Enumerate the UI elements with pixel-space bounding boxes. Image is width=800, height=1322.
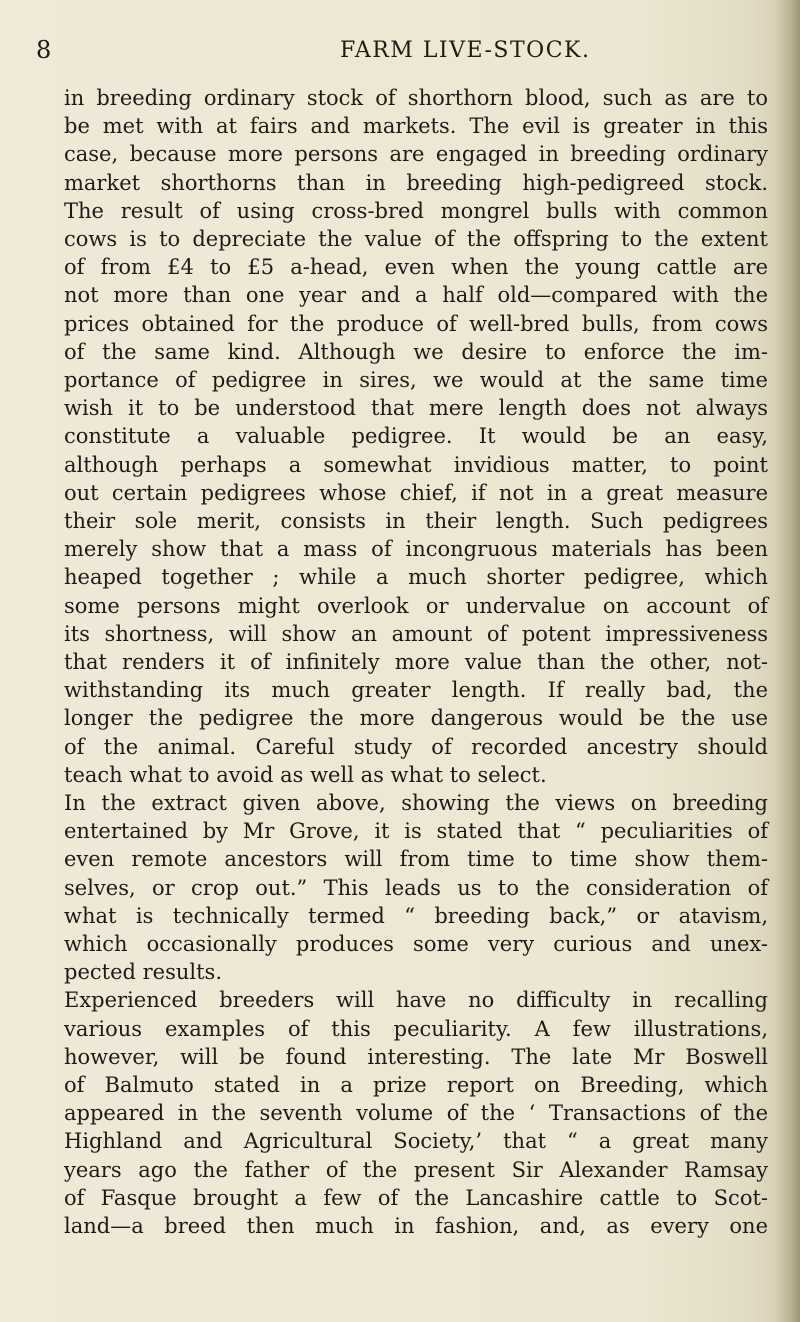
text-line: of Fasque brought a few of the Lancashire cattle to Scot- bbox=[64, 1185, 768, 1210]
text-line: entertained by Mr Grove, it is stated that “ peculiarities of bbox=[64, 819, 768, 844]
text-line: of the animal. Careful study of recorded ancestry should bbox=[64, 734, 768, 759]
text-line: of the same kind. Although we desire to enforce the im- bbox=[64, 339, 768, 364]
text-line: Experienced breeders will have no difficulty in recalling bbox=[64, 988, 768, 1013]
text-line: be met with at fairs and markets. The evil is greater in this bbox=[64, 114, 768, 139]
text-line: heaped together ; while a much shorter pedigree, which bbox=[64, 565, 768, 590]
text-line: years ago the father of the present Sir Alexander Ramsay bbox=[64, 1157, 768, 1182]
page-header bbox=[0, 30, 800, 70]
text-line: their sole merit, consists in their length. Such pedigrees bbox=[64, 509, 768, 533]
running-title: FARM LIVE-STOCK. bbox=[340, 38, 591, 63]
text-line: that renders it of infinitely more value than the other, not- bbox=[64, 650, 768, 674]
text-line: of Balmuto stated in a prize report on Breeding, which bbox=[64, 1073, 768, 1097]
text-line: however, will be found interesting. The late Mr Boswell bbox=[64, 1044, 768, 1069]
text-line: case, because more persons are engaged in breeding ordinary bbox=[64, 142, 768, 167]
text-line: of from £4 to £5 a-head, even when the young cattle are bbox=[64, 255, 768, 280]
text-line: Highland and Agricultural Society,’ that “ a great many bbox=[64, 1129, 768, 1154]
text-line: its shortness, will show an amount of potent impressiveness bbox=[64, 621, 768, 646]
page-edge-shadow bbox=[774, 0, 800, 1322]
text-line: cows is to depreciate the value of the offspring to the extent bbox=[64, 227, 768, 251]
text-line: which occasionally produces some very curious and unex- bbox=[64, 932, 768, 956]
text-line: portance of pedigree in sires, we would at the same time bbox=[64, 368, 768, 392]
text-line: The result of using cross-bred mongrel bulls with common bbox=[64, 198, 768, 223]
text-line: withstanding its much greater length. If really bad, the bbox=[64, 678, 768, 703]
text-line: constitute a valuable pedigree. It would be an easy, bbox=[64, 424, 768, 449]
text-line: various examples of this peculiarity. A few illustrations, bbox=[64, 1016, 768, 1041]
text-line: merely show that a mass of incongruous materials has been bbox=[64, 537, 768, 562]
text-line: In the extract given above, showing the views on breeding bbox=[64, 791, 768, 815]
page-number: 8 bbox=[36, 36, 52, 64]
text-line: land—a breed then much in fashion, and, as every one bbox=[64, 1214, 768, 1238]
text-line: although perhaps a somewhat invidious matter, to point bbox=[64, 452, 768, 477]
text-line: even remote ancestors will from time to time show them- bbox=[64, 847, 768, 872]
text-line: out certain pedigrees whose chief, if not in a great measure bbox=[64, 480, 768, 505]
text-line: teach what to avoid as well as what to select. bbox=[64, 762, 547, 787]
text-line: pected results. bbox=[64, 960, 222, 985]
text-line: what is technically termed “ breeding back,” or atavism, bbox=[64, 903, 768, 928]
text-line: longer the pedigree the more dangerous would be the use bbox=[64, 706, 768, 731]
text-line: appeared in the seventh volume of the ‘ Transactions of the bbox=[64, 1101, 768, 1126]
text-line: prices obtained for the produce of well-bred bulls, from cows bbox=[64, 311, 768, 336]
text-line: some persons might overlook or undervalue on account of bbox=[64, 593, 768, 618]
text-line: market shorthorns than in breeding high-pedigreed stock. bbox=[64, 170, 768, 195]
text-line: selves, or crop out.” This leads us to the consideration of bbox=[64, 875, 768, 900]
text-line: not more than one year and a half old—compared with the bbox=[64, 283, 768, 308]
text-line: wish it to be understood that mere length does not always bbox=[64, 396, 768, 421]
text-line: in breeding ordinary stock of shorthorn blood, such as are to bbox=[64, 86, 768, 110]
